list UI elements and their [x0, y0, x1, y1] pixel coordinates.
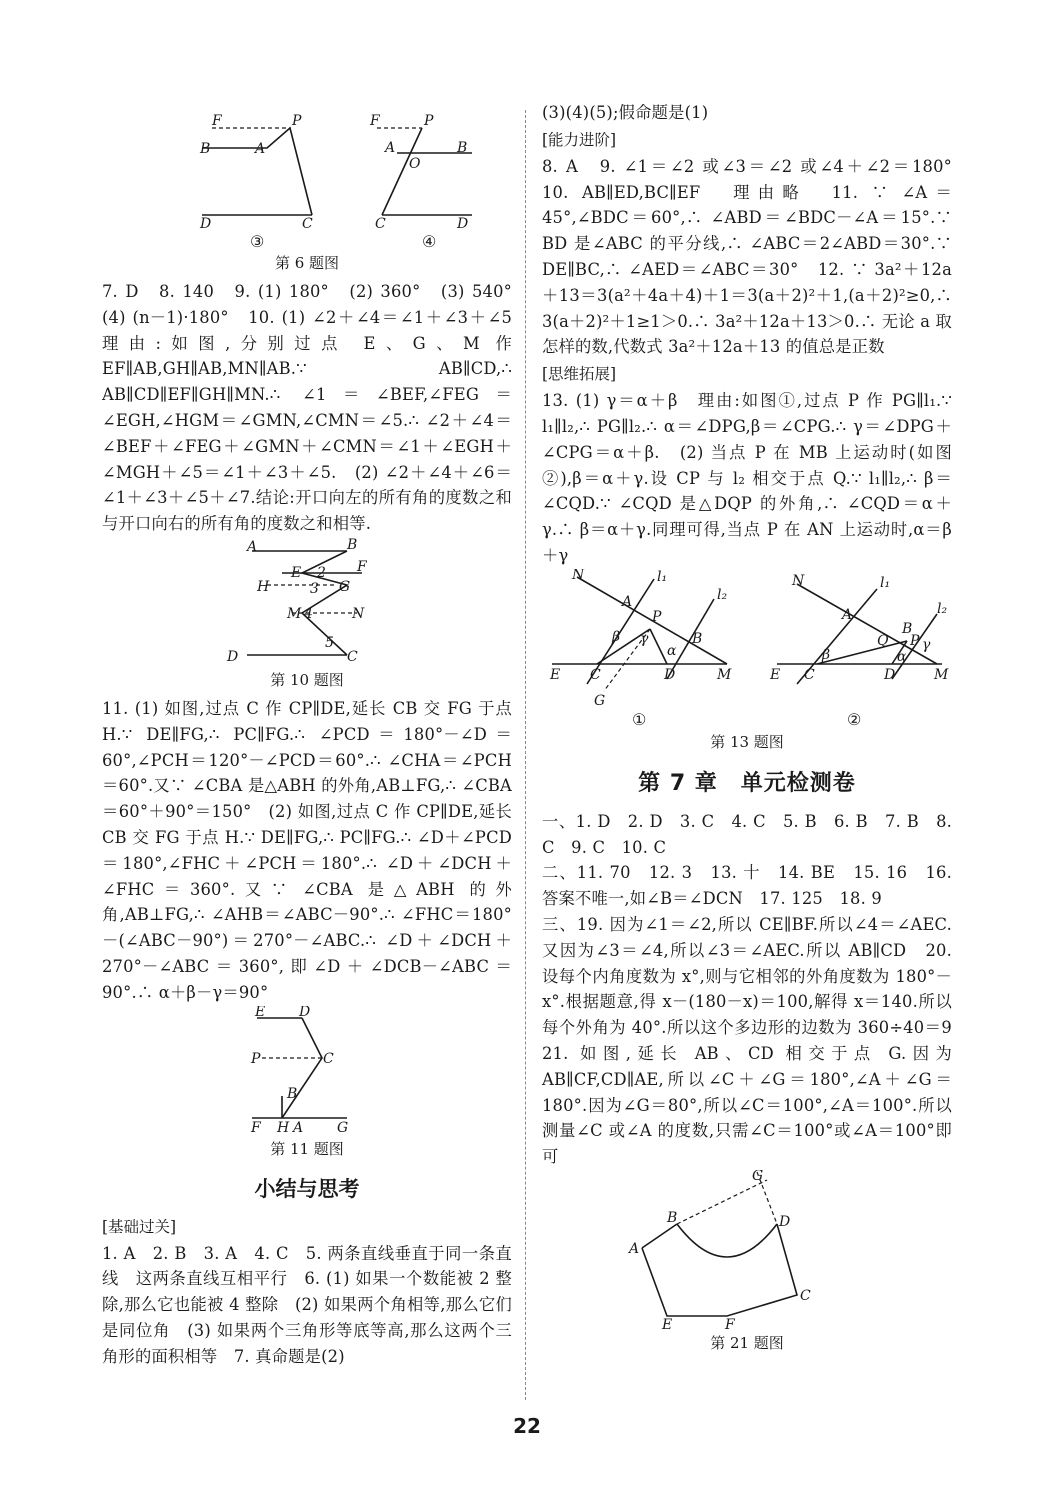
fig6-label: P [292, 113, 302, 129]
fig11-label: A [293, 1119, 304, 1136]
fig13a-label: P [652, 608, 662, 625]
fig13a-label: β [612, 628, 621, 645]
fig21-label: D [779, 1213, 791, 1230]
figure-13 [542, 569, 952, 729]
section-label: [能力进阶] [542, 130, 617, 149]
fig6-num: ③ [250, 232, 265, 250]
fig21-label: C [800, 1287, 811, 1304]
fig6-label: P [424, 113, 434, 129]
fig13a-label: A [622, 593, 633, 610]
fig6-label: C [375, 216, 386, 232]
fig13b-label: A [842, 606, 853, 623]
fig21-caption: 第 21 题图 [710, 1333, 784, 1352]
fig11-label: P [251, 1050, 261, 1067]
fig11-caption: 第 11 题图 [270, 1139, 344, 1158]
fig11-label: E [255, 1005, 266, 1020]
fig13a-label: D [664, 666, 676, 683]
fig6-label: D [457, 216, 469, 232]
answer-paragraph-7-10: 7. D 8. 140 9. (1) 180° (2) 360° (3) 540° (4) (n－1)·180° 10. (1) ∠2＋∠4＝∠1＋∠3＋∠5 理由:如图,分别过点 E、G、M 作 EF∥AB,GH∥AB,MN∥AB.∵ AB∥CD,∴ AB∥CD∥EF∥GH∥MN.∴ ∠1＝∠BEF,∠FEG＝∠EGH,∠HGM＝∠GMN,∠CMN＝∠5.∴ ∠2＋∠4＝∠BEF＋∠FEG＋∠GMN＋∠CMN＝∠1＋∠EGH＋∠MGH＋∠5＝∠1＋∠3＋∠5. (2) ∠2＋∠4＋∠6＝∠1＋∠3＋∠5＋∠7.结论:开口向左的所有角的度数之和与开口向右的所有角的度数之和相等. [102, 282, 529, 534]
fig10-caption: 第 10 题图 [270, 670, 344, 689]
left-column [102, 100, 529, 1370]
answer-paragraph-8-12: 8. A 9. ∠1＝∠2 或∠3＝∠2 或∠4＋∠2＝180° 10. AB∥ED,BC∥EF 理由略 11. ∵ ∠A＝45°,∠BDC＝60°,∴ ∠ABD＝∠BDC－∠A＝15°.∵ BD 是∠ABC 的平分线,∴ ∠ABC＝2∠ABD＝30°.∵ DE∥BC,∴ ∠AED＝∠ABC＝30° 12. ∵ 3a²＋12a＋13＝3(a²＋4a＋4)＋1＝3(a＋2)²＋1,(a＋2)²≥0,∴ 3(a＋2)²＋1≥1＞0.∴ 3a²＋12a＋13＞0.∴ 无论 a 取怎样的数,代数式 3a²＋12a＋13 的值总是正数 [542, 156, 969, 357]
fig13a-label: l₂ [717, 586, 728, 603]
fig10-label: E [291, 564, 302, 581]
fig13b-label: β [822, 646, 831, 663]
fig10-label: N [352, 605, 365, 622]
fig13b-label: E [770, 666, 781, 683]
fig11-label: F [251, 1119, 261, 1136]
answer-paragraph-continued: (3)(4)(5);假命题是(1) [542, 103, 709, 122]
fig6-num: ④ [422, 232, 437, 250]
fig10-label: 4 [304, 605, 313, 622]
fig13b-label: l₁ [880, 574, 891, 591]
fig6-label: D [200, 216, 212, 232]
fig13a-label: C [590, 666, 601, 683]
fig21-label: E [662, 1316, 673, 1330]
answer-paragraph-13: 13. (1) γ＝α＋β 理由:如图①,过点 P 作 PG∥l₁.∵ l₁∥l₂,∴ PG∥l₂.∴ α＝∠DPG,β＝∠CPG.∴ γ＝∠DPG＋∠CPG＝α＋β. (2) 当点 P 在 MB 上运动时(如图②),β＝α＋γ.设 CP 与 l₂ 相交于点 Q.∵ l₁∥l₂,∴ β＝∠CQD.∵ ∠CQD 是△DQP 的外角,∴ ∠CQD＝α＋γ.∴ β＝α＋γ.同理可得,当点 P 在 AN 上运动时,α＝β＋γ [542, 391, 952, 565]
fig13b-label: N [792, 572, 805, 589]
right-column [542, 100, 969, 1359]
fig6-label: C [302, 216, 313, 232]
answers-part-1: 一、1. D 2. D 3. C 4. C 5. B 6. B 7. B 8. C 9. C 10. C [542, 811, 952, 857]
fig13a-label: E [550, 666, 561, 683]
fig10-label: 3 [310, 580, 319, 597]
fig21-label: A [629, 1240, 640, 1257]
fig11-label: G [337, 1119, 349, 1136]
fig13b-label: α [897, 648, 907, 665]
answers-part-3: 三、19. 因为∠1＝∠2,所以 CE∥BF.所以∠4＝∠AEC.又因为∠3＝∠4,所以∠3＝∠AEC.所以 AB∥CD 20. 设每个内角度数为 x°,则与它相邻的外角度数为 180°－x°.根据题意,得 x－(180－x)＝100,解得 x＝140.所以每个外角为 40°.所以这个多边形的边数为 360÷40＝9 21. 如图,延长 AB、CD 相交于点 G.因为 AB∥CF,CD∥AE,所以∠C＋∠G＝180°,∠A＋∠G＝180°.因为∠G＝80°,所以∠C＝100°,∠A＝100°.所以测量∠C 或∠A 的度数,只需∠C＝100°或∠A＝100°即可 [542, 914, 969, 1167]
figure-21 [617, 1170, 877, 1330]
fig11-label: D [299, 1005, 311, 1020]
section-label: [思维拓展] [542, 365, 617, 384]
fig10-label: A [247, 538, 258, 555]
fig13a-label: α [667, 642, 677, 659]
fig6-label: O [409, 156, 421, 172]
section-label: [基础过关] [102, 1217, 177, 1236]
fig6-label: A [385, 140, 396, 156]
fig10-label: C [347, 648, 358, 665]
answer-paragraph-11: 11. (1) 如图,过点 C 作 CP∥DE,延长 CB 交 FG 于点 H.∵ DE∥FG,∴ PC∥FG.∴ ∠PCD＝180°－∠D＝60°,∠PCH＝120°－∠PCD＝60°.∴ ∠CHA＝∠PCH＝60°.又∵ ∠CBA 是△ABH 的外角,AB⊥FG,∴ ∠CBA＝60°＋90°＝150° (2) 如图,过点 C 作 CP∥DE,延长 CB 交 FG 于点 H.∵ DE∥FG,∴ PC∥FG.∴ ∠D＋∠PCD＝180°,∠FHC＋∠PCH＝180°.∴ ∠D＋∠DCH＋∠FHC＝360°.又∵ ∠CBA 是△ABH 的外角,AB⊥FG,∴ ∠AHB＝∠ABC－90°.∴ ∠FHC＝180°－(∠ABC－90°)＝270°－∠ABC.∴ ∠D＋∠DCH＋270°－∠ABC＝360°,即∠D＋∠DCB－∠ABC＝90°.∴ α＋β－γ＝90° [102, 698, 512, 1002]
fig11-label: C [323, 1050, 334, 1067]
fig13b-label: Q [877, 632, 889, 649]
fig10-label: D [227, 648, 239, 665]
fig13b-label: P [910, 632, 920, 649]
fig6-caption: 第 6 题图 [274, 254, 340, 272]
fig13b-label: M [934, 666, 949, 683]
chapter-title: 第 7 章 单元检测卷 [638, 770, 856, 796]
fig11-label: H [277, 1119, 290, 1136]
column-divider [525, 110, 526, 1400]
fig13-caption: 第 13 题图 [710, 732, 784, 751]
fig21-label: B [667, 1209, 678, 1226]
fig10-label: B [347, 536, 358, 553]
fig21-label: F [725, 1316, 735, 1330]
fig10-label: 5 [325, 634, 334, 651]
page-number: 22 [513, 1414, 541, 1438]
fig13-num: ② [847, 709, 862, 729]
fig13a-label: γ [640, 630, 649, 647]
fig10-label: 2 [317, 564, 326, 581]
fig13b-label: D [884, 666, 896, 683]
fig11-label: B [287, 1085, 298, 1102]
fig6-label: B [200, 141, 211, 157]
fig13a-label: M [717, 666, 732, 683]
fig13a-label: B [692, 630, 703, 647]
fig13b-label: C [804, 666, 815, 683]
section-heading: 小结与思考 [254, 1176, 360, 1201]
fig6-label: B [457, 140, 468, 156]
fig13a-label: G [594, 692, 606, 709]
fig6-label: F [370, 113, 380, 129]
fig10-label: G [339, 578, 351, 595]
fig10-label: F [357, 558, 367, 575]
fig13a-label: N [572, 568, 585, 583]
fig13a-label: l₁ [657, 568, 668, 585]
answer-paragraph-summary: 1. A 2. B 3. A 4. C 5. 两条直线垂直于同一条直线 这两条直线互相平行 6. (1) 如果一个数能被 2 整除,那么它也能被 4 整除 (2) 如果两个角相等,那么它们是同位角 (3) 如果两个三角形等底等高,那么这两个三角形的面积相等 7. 真命题是(2) [102, 1243, 512, 1366]
fig13b-label: B [902, 620, 913, 637]
fig13-num: ① [632, 709, 647, 729]
fig21-label: G [752, 1169, 764, 1184]
figure-11 [237, 1006, 377, 1136]
fig6-label: F [212, 113, 222, 129]
fig6-label: A [255, 141, 266, 157]
fig10-label: H [257, 578, 270, 595]
fig10-label: M [287, 605, 302, 622]
fig13b-label: γ [922, 636, 931, 653]
figure-6 [142, 100, 472, 250]
fig13b-label: l₂ [937, 600, 948, 617]
figure-10 [207, 537, 407, 667]
answers-part-2: 二、11. 70 12. 3 13. 十 14. BE 15. 16 16. 答案不唯一,如∠B＝∠DCN 17. 125 18. 9 [542, 863, 952, 909]
